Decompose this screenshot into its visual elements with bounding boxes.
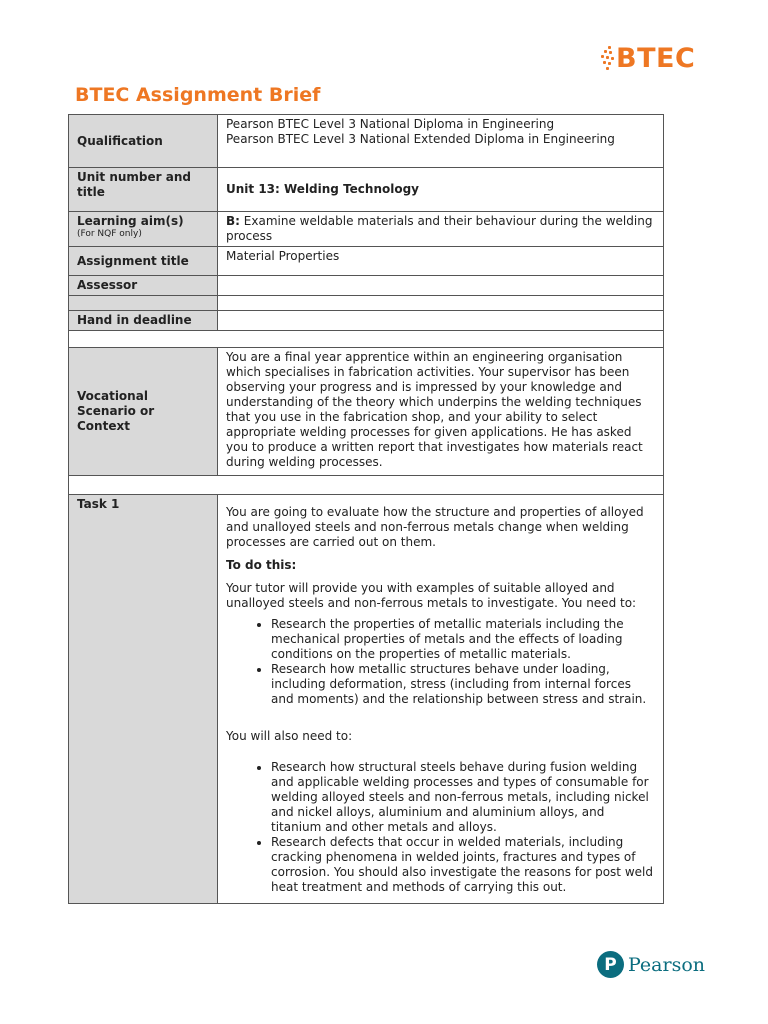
list-item: • Research defects that occur in welded materials, including cracking phenomena in welded joints, fractures and types of corrosion. You should also investigate the reasons for post weld heat treatment and methods of carrying this out. bbox=[271, 835, 655, 895]
unit-row bbox=[69, 168, 664, 212]
learning-aim-code: B: bbox=[226, 214, 240, 228]
spacer-cell bbox=[69, 296, 218, 311]
task1-research-list bbox=[226, 617, 655, 707]
deadline-value bbox=[218, 311, 664, 331]
learning-aim-text: Examine weldable materials and their behaviour during the welding process bbox=[226, 214, 653, 243]
task1-intro: You are going to evaluate how the structure and properties of alloyed and unalloyed steels and non-ferrous metals change when welding processes are carried out on them. bbox=[226, 505, 644, 549]
btec-logo-text: BTEC bbox=[616, 42, 696, 74]
spacer-cell bbox=[69, 331, 664, 348]
learning-aim-title: Learning aim(s) bbox=[77, 214, 184, 228]
pearson-p-icon: P bbox=[597, 951, 624, 978]
task1-todo-heading: To do this: bbox=[226, 558, 297, 572]
scenario-label: Vocational Scenario or Context bbox=[69, 348, 218, 476]
scenario-text: You are a final year apprentice within an engineering organisation which specialises in fabrication activities. Your supervisor has been observing your progress and is impressed by your knowledge and understanding of the theory which underpins the welding techniques that you use in the fabrication shop, and your ability to select appropriate welding processes for given applications. He has asked you to produce a written report that investigates how materials react during welding processes. bbox=[218, 348, 664, 476]
unit-label: Unit number and title bbox=[69, 168, 218, 212]
qualification-line: Pearson BTEC Level 3 National Diploma in Engineering bbox=[226, 117, 555, 131]
task1-also-heading: You will also need to: bbox=[226, 729, 353, 743]
learning-aim-value bbox=[218, 212, 664, 247]
spacer-cell bbox=[218, 296, 664, 311]
assessor-row bbox=[69, 276, 664, 296]
spacer-cell bbox=[69, 476, 664, 495]
task1-content bbox=[218, 495, 664, 904]
unit-value: Unit 13: Welding Technology bbox=[218, 168, 664, 212]
task1-label: Task 1 bbox=[69, 495, 218, 904]
qualification-label: Qualification bbox=[69, 115, 218, 168]
page-title: BTEC Assignment Brief bbox=[75, 84, 321, 106]
assignment-title-label: Assignment title bbox=[69, 247, 218, 276]
assessor-label: Assessor bbox=[69, 276, 218, 296]
list-item: • Research how metallic structures behave under loading, including deformation, stress (including from internal forces and moments) and the relationship between stress and strain. bbox=[271, 662, 655, 707]
btec-dots-icon bbox=[598, 43, 614, 73]
deadline-label: Hand in deadline bbox=[69, 311, 218, 331]
deadline-row bbox=[69, 311, 664, 331]
spacer-row bbox=[69, 296, 664, 311]
scenario-row bbox=[69, 348, 664, 476]
pearson-logo-text: Pearson bbox=[628, 953, 706, 976]
task1-todo-text: Your tutor will provide you with examples of suitable alloyed and unalloyed steels and non-ferrous metals to investigate. You need to: bbox=[226, 581, 637, 610]
qualification-row bbox=[69, 115, 664, 168]
learning-aim-row bbox=[69, 212, 664, 247]
task1-also-list bbox=[226, 760, 655, 895]
learning-aim-label bbox=[69, 212, 218, 247]
qualification-value bbox=[218, 115, 664, 168]
pearson-logo bbox=[597, 951, 705, 978]
list-item: • Research how structural steels behave during fusion welding and applicable welding processes and types of consumable for welding alloyed steels and non-ferrous metals, including nickel and nickel alloys, aluminium and aluminium alloys, and titanium and other metals and alloys. bbox=[271, 760, 655, 835]
spacer-row bbox=[69, 476, 664, 495]
assignment-title-value: Material Properties bbox=[218, 247, 664, 276]
assessor-value bbox=[218, 276, 664, 296]
btec-logo bbox=[598, 40, 695, 76]
assignment-brief-table bbox=[68, 114, 664, 904]
learning-aim-note: (For NQF only) bbox=[77, 229, 142, 239]
list-item: • Research the properties of metallic materials including the mechanical properties of metals and the effects of loading conditions on the properties of metallic materials. bbox=[271, 617, 655, 662]
spacer-row bbox=[69, 331, 664, 348]
task1-row bbox=[69, 495, 664, 904]
assignment-title-row bbox=[69, 247, 664, 276]
qualification-line: Pearson BTEC Level 3 National Extended Diploma in Engineering bbox=[226, 132, 615, 146]
